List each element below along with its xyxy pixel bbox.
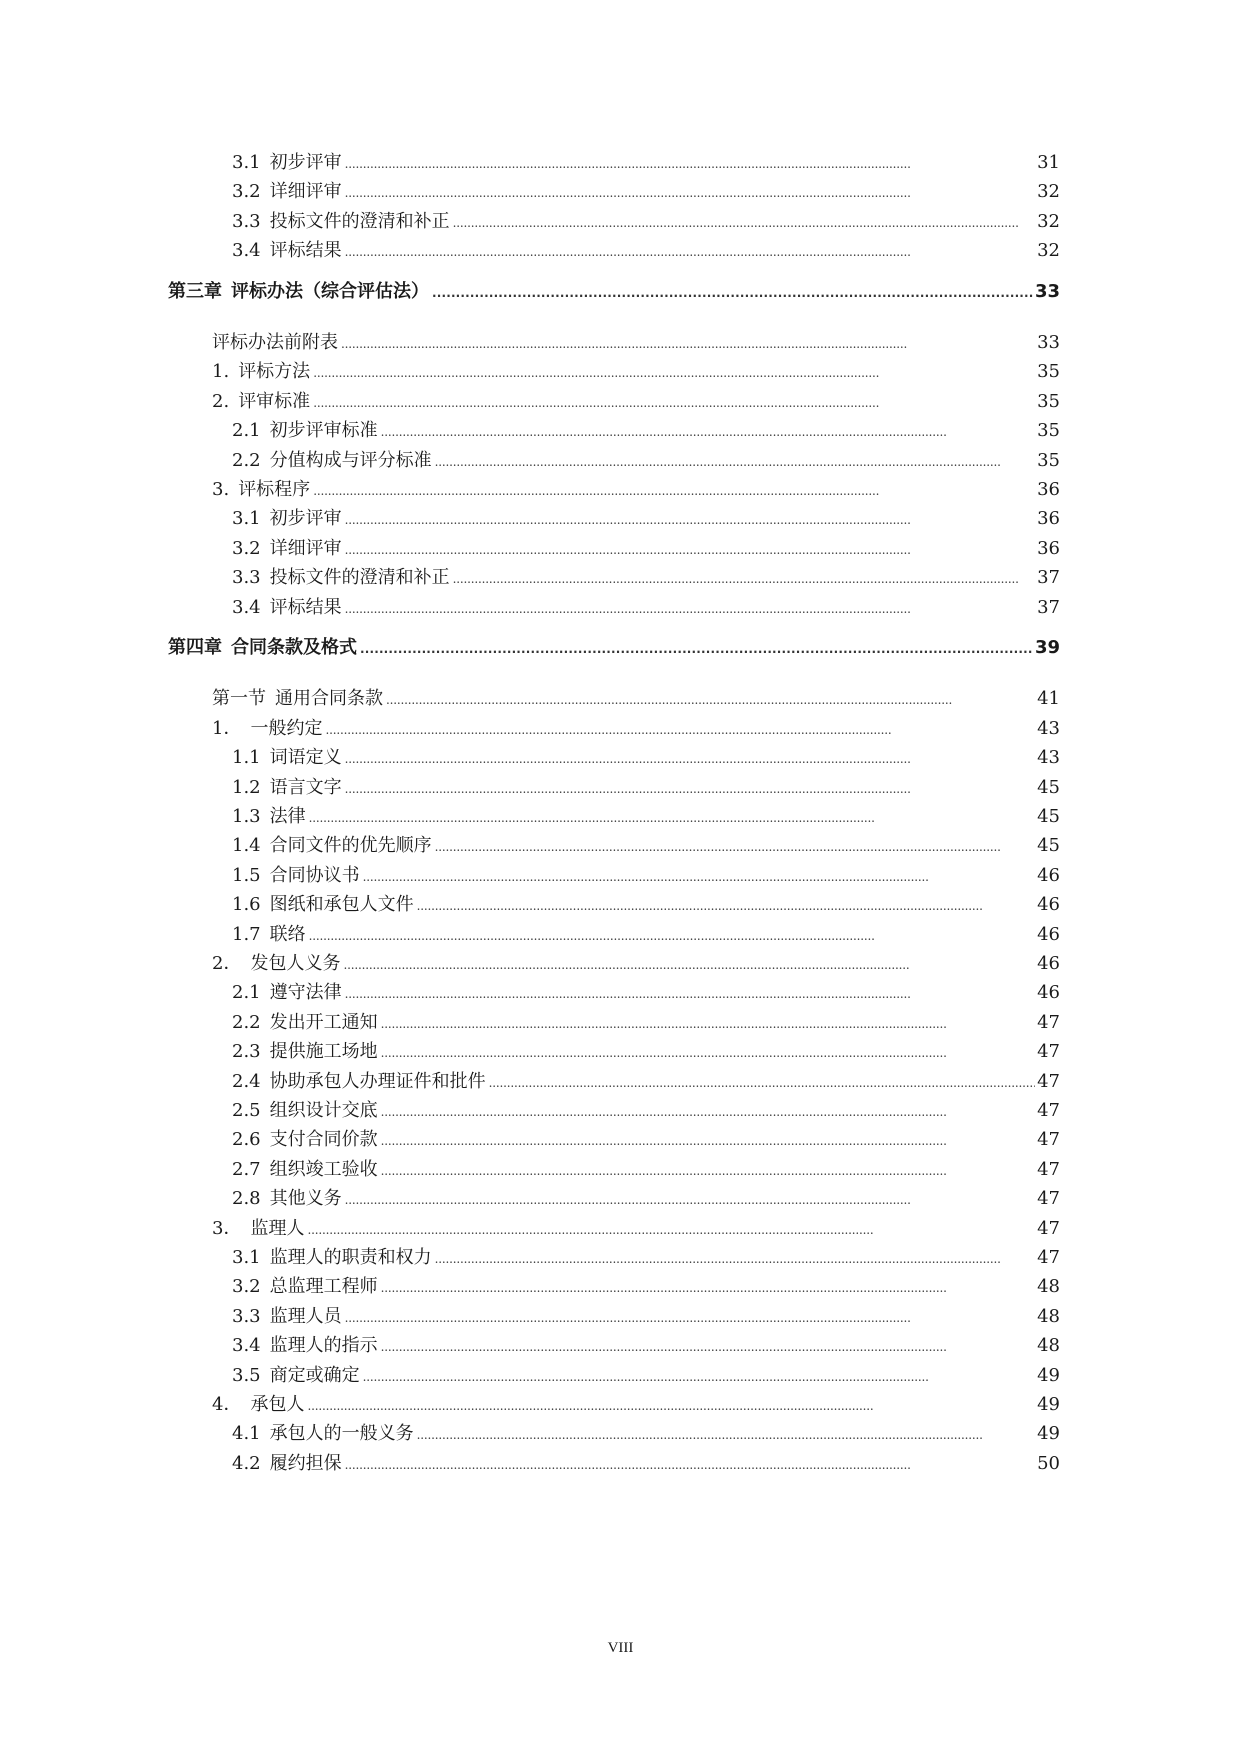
toc-entry[interactable] <box>190 1130 1060 1151</box>
toc-entry-page: 32 <box>1037 240 1060 262</box>
toc-entry-number: 2.5 <box>232 1100 261 1121</box>
toc-entry-page: 43 <box>1037 747 1060 769</box>
dot-leader <box>435 451 1035 472</box>
toc-entry-number: 4． <box>212 1394 242 1415</box>
toc-entry-label <box>190 778 345 798</box>
toc-entry-label <box>190 719 325 739</box>
toc-entry-title: 支付合同价款 <box>269 1129 378 1151</box>
dot-leader <box>307 1219 1035 1240</box>
toc-entry-page: 49 <box>1037 1423 1060 1445</box>
dot-leader <box>345 241 1035 262</box>
toc-entry-title: 评标方法 <box>238 361 311 383</box>
toc-entry-number: 2.1 <box>232 982 261 1004</box>
toc-entry-label <box>190 480 313 500</box>
toc-entry-label <box>190 1072 489 1092</box>
toc-entry-page: 48 <box>1037 1335 1060 1357</box>
toc-entry-label <box>190 895 417 915</box>
toc-entry-label <box>190 983 345 1003</box>
toc-entry-page: 47 <box>1037 1011 1060 1033</box>
toc-entry-number: 3.3 <box>232 567 261 589</box>
toc-entry[interactable] <box>190 1072 1060 1093</box>
toc-entry-page: 47 <box>1037 1041 1060 1063</box>
toc-entry-title: 合同协议书 <box>269 864 360 886</box>
toc-entry-number: 2.1 <box>232 420 261 442</box>
toc-entry-title: 组织竣工验收 <box>269 1158 378 1180</box>
dot-leader <box>341 333 1035 354</box>
toc-entry-number: 第一节 <box>212 688 266 710</box>
toc-entry[interactable] <box>190 866 1060 887</box>
toc-entry-title: 其他义务 <box>269 1188 342 1210</box>
dot-leader <box>435 836 1035 857</box>
toc-entry[interactable] <box>190 1454 1060 1475</box>
toc-entry-number: 1． <box>212 717 242 739</box>
toc-entry[interactable] <box>190 1160 1060 1181</box>
toc-entry-title: 通用合同条款 <box>275 688 383 710</box>
toc-entry-number: 3． <box>212 1217 242 1239</box>
toc-entry-label <box>190 1013 381 1033</box>
toc-entry-title: 监理人员 <box>269 1305 342 1327</box>
toc-entry-label <box>190 153 345 173</box>
toc-entry-label <box>190 598 345 618</box>
dot-leader <box>363 1366 1035 1387</box>
toc-entry-label <box>190 748 345 768</box>
toc-entry-label <box>190 182 345 202</box>
toc-entry-label <box>190 451 435 471</box>
dot-leader <box>453 568 1035 589</box>
toc-entry-label <box>190 1424 417 1444</box>
toc-entry[interactable] <box>190 451 1060 472</box>
toc-entry[interactable] <box>190 1277 1060 1298</box>
toc-entry-number: 4.2 <box>232 1452 261 1474</box>
toc-entry-number: 2.2 <box>232 1011 261 1033</box>
toc-entry[interactable] <box>190 778 1060 799</box>
dot-leader <box>432 282 1033 303</box>
toc-entry-page: 46 <box>1037 953 1060 974</box>
toc-entry-title: 合同文件的优先顺序 <box>269 835 432 857</box>
toc-entry[interactable] <box>190 1307 1060 1328</box>
toc-entry[interactable] <box>190 1101 1060 1122</box>
page-number: VIII <box>607 1640 634 1656</box>
toc-entry[interactable] <box>190 1366 1060 1387</box>
toc-entry-page: 47 <box>1037 1129 1060 1151</box>
toc-entry[interactable] <box>190 895 1060 916</box>
toc-entry-number: 2. <box>212 390 230 412</box>
toc-entry[interactable] <box>190 983 1060 1004</box>
toc-entry-page: 47 <box>1037 1070 1060 1092</box>
toc-entry-page: 32 <box>1037 210 1060 232</box>
dot-leader <box>313 362 1035 383</box>
dot-leader <box>345 509 1035 530</box>
toc-entry-label <box>190 421 381 441</box>
toc-entry-label <box>190 925 309 945</box>
toc-entry-label <box>190 333 341 353</box>
toc-entry-label <box>190 212 453 232</box>
toc-entry-title: 履约担保 <box>269 1452 342 1474</box>
dot-leader <box>381 1013 1035 1034</box>
toc-entry-number: 3.1 <box>232 152 261 173</box>
toc-entry-title: 承包人的一般义务 <box>269 1423 414 1445</box>
toc-entry-title: 提供施工场地 <box>269 1041 378 1063</box>
toc-entry-number: 1.5 <box>232 864 261 886</box>
toc-entry-title: 一般约定 <box>250 717 323 739</box>
toc-entry[interactable] <box>190 212 1060 233</box>
toc-entry[interactable] <box>190 1248 1060 1269</box>
toc-entry-number: 1.3 <box>232 806 261 827</box>
dot-leader <box>309 925 1035 946</box>
toc-entry[interactable] <box>190 925 1060 946</box>
toc-entry-title: 评标结果 <box>269 596 342 618</box>
toc-entry-label <box>190 539 345 559</box>
dot-leader <box>381 1042 1035 1063</box>
toc-entry-page: 50 <box>1037 1452 1060 1474</box>
toc-entry[interactable] <box>190 954 1060 975</box>
toc-entry-title: 评标办法前附表 <box>212 332 338 353</box>
toc-entry-page: 35 <box>1037 449 1060 471</box>
toc-entry-number: 2． <box>212 953 242 974</box>
toc-entry-title: 初步评审 <box>269 508 342 530</box>
toc-entry-label <box>190 689 386 709</box>
dot-leader <box>325 719 1035 740</box>
toc-entry-number: 2.6 <box>232 1129 261 1151</box>
toc-entry-title: 评标结果 <box>269 240 342 262</box>
toc-entry-label <box>190 568 453 588</box>
dot-leader <box>345 1189 1035 1210</box>
toc-entry-page: 45 <box>1037 776 1060 798</box>
toc-entry-label <box>190 1160 381 1180</box>
toc-entry-label <box>190 1219 307 1239</box>
toc-entry-title: 详细评审 <box>269 181 342 203</box>
toc-entry-title: 初步评审标准 <box>269 420 378 442</box>
toc-entry[interactable] <box>190 1336 1060 1357</box>
toc-entry-number: 3.4 <box>232 1335 261 1357</box>
toc-entry-title: 投标文件的澄清和补正 <box>269 210 450 232</box>
toc-entry-number: 3.3 <box>232 210 261 232</box>
toc-entry-page: 49 <box>1037 1364 1060 1386</box>
toc-entry-title: 协助承包人办理证件和批件 <box>269 1070 486 1092</box>
toc-entry-title: 投标文件的澄清和补正 <box>269 567 450 589</box>
toc-entry-page: 32 <box>1037 181 1060 203</box>
toc-entry-number: 2.2 <box>232 449 261 471</box>
toc-entry-label <box>190 836 435 856</box>
toc-entry-title: 词语定义 <box>269 747 342 769</box>
toc-entry[interactable] <box>190 568 1060 589</box>
toc-entry[interactable] <box>190 1395 1060 1416</box>
toc-entry-page: 47 <box>1037 1158 1060 1180</box>
toc-entry[interactable] <box>190 807 1060 828</box>
toc-entry-title: 监理人的指示 <box>269 1335 378 1357</box>
toc-entry[interactable] <box>190 689 1060 710</box>
toc-entry-title: 发包人义务 <box>250 953 341 974</box>
toc-entry-number: 2.4 <box>232 1070 261 1092</box>
toc-entry-title: 初步评审 <box>269 152 342 173</box>
toc-entry-label <box>190 1042 381 1062</box>
toc-entry-label <box>190 1395 307 1415</box>
toc-entry-page: 48 <box>1037 1276 1060 1298</box>
toc-entry-page: 39 <box>1034 637 1060 658</box>
dot-leader <box>417 895 1035 916</box>
toc-entry-number: 3.3 <box>232 1305 261 1327</box>
dot-leader <box>417 1424 1035 1445</box>
toc-entry-label <box>190 362 313 382</box>
toc-entry-label <box>190 1189 345 1209</box>
toc-entry-page: 47 <box>1037 1188 1060 1210</box>
toc-entry-number: 4.1 <box>232 1423 261 1445</box>
toc-entry[interactable] <box>190 1042 1060 1063</box>
toc-entry[interactable] <box>190 836 1060 857</box>
toc-entry-page: 35 <box>1037 361 1060 383</box>
toc-entry-number: 3.4 <box>232 596 261 618</box>
toc-entry-title: 监理人 <box>250 1217 305 1239</box>
toc-entry-page: 37 <box>1037 596 1060 618</box>
toc-entry[interactable] <box>190 509 1060 530</box>
toc-entry[interactable] <box>190 1013 1060 1034</box>
toc-chapter-entry[interactable] <box>168 638 1060 659</box>
toc-entry-label <box>190 954 343 974</box>
toc-entry-number: 3.1 <box>232 1247 261 1268</box>
toc-entry-label <box>190 1336 381 1356</box>
toc-entry-page: 41 <box>1037 688 1060 710</box>
toc-entry-title: 联络 <box>269 923 306 945</box>
toc-entry[interactable] <box>190 539 1060 560</box>
toc-entry-label <box>190 1366 363 1386</box>
toc-entry-number: 1.2 <box>232 776 261 798</box>
toc-entry[interactable] <box>190 1219 1060 1240</box>
dot-leader <box>345 153 1035 174</box>
toc-entry-title: 监理人的职责和权力 <box>269 1247 432 1268</box>
toc-entry-title: 合同条款及格式 <box>231 637 357 658</box>
toc-entry-page: 46 <box>1037 864 1060 886</box>
toc-entry[interactable] <box>190 421 1060 442</box>
toc-entry-number: 3.2 <box>232 181 261 203</box>
toc-entry-label <box>168 282 432 302</box>
toc-entry-title: 承包人 <box>250 1394 305 1415</box>
dot-leader <box>345 598 1035 619</box>
toc-entry[interactable] <box>190 1189 1060 1210</box>
toc-entry-page: 37 <box>1037 567 1060 589</box>
toc-entry-number: 3. <box>212 479 230 500</box>
toc-entry-page: 43 <box>1037 717 1060 739</box>
toc-entry-title: 组织设计交底 <box>269 1100 378 1121</box>
toc-entry-label <box>190 1277 381 1297</box>
dot-leader <box>435 1248 1035 1269</box>
toc-entry-label <box>190 241 345 261</box>
toc-entry-page: 47 <box>1037 1100 1060 1121</box>
toc-entry-page: 31 <box>1037 152 1060 173</box>
dot-leader <box>489 1072 1035 1093</box>
dot-leader <box>307 1395 1035 1416</box>
toc-entry-page: 46 <box>1037 982 1060 1004</box>
toc-entry-title: 图纸和承包人文件 <box>269 894 414 916</box>
toc-chapter-entry[interactable] <box>168 282 1060 303</box>
toc-entry-title: 商定或确定 <box>269 1364 360 1386</box>
toc-entry-page: 35 <box>1037 390 1060 412</box>
toc-entry-label <box>190 807 309 827</box>
toc-entry[interactable] <box>190 153 1060 174</box>
toc-entry[interactable] <box>190 748 1060 769</box>
toc-entry-label <box>190 1101 381 1121</box>
toc-entry-page: 36 <box>1037 537 1060 559</box>
toc-entry-title: 分值构成与评分标准 <box>269 449 432 471</box>
toc-entry-number: 第三章 <box>168 280 222 302</box>
toc-entry-label <box>190 1454 345 1474</box>
toc-entry-title: 评标程序 <box>238 479 311 500</box>
toc-entry-number: 3.4 <box>232 240 261 262</box>
toc-entry-title: 评审标准 <box>238 390 311 412</box>
dot-leader <box>313 480 1035 501</box>
dot-leader <box>381 1160 1035 1181</box>
toc-entry-page: 49 <box>1037 1394 1060 1415</box>
toc-entry-label <box>190 1248 435 1268</box>
toc-entry[interactable] <box>190 392 1060 413</box>
toc-entry-page: 48 <box>1037 1305 1060 1327</box>
toc-entry-title: 法律 <box>269 806 306 827</box>
toc-entry[interactable] <box>190 480 1060 501</box>
dot-leader <box>345 748 1035 769</box>
dot-leader <box>345 1454 1035 1475</box>
toc-entry[interactable] <box>190 1424 1060 1445</box>
toc-entry-number: 3.2 <box>232 1276 261 1298</box>
dot-leader <box>381 421 1035 442</box>
dot-leader <box>309 807 1035 828</box>
toc-entry-page: 35 <box>1037 420 1060 442</box>
dot-leader <box>313 392 1035 413</box>
toc-entry-label <box>190 866 363 886</box>
dot-leader <box>381 1277 1035 1298</box>
toc-entry-number: 1. <box>212 361 230 383</box>
toc-entry-number: 1.7 <box>232 923 261 945</box>
dot-leader <box>345 1307 1035 1328</box>
toc-entry-page: 33 <box>1034 280 1060 302</box>
toc-entry-page: 45 <box>1037 835 1060 857</box>
toc-entry-label <box>190 392 313 412</box>
toc-entry-page: 46 <box>1037 923 1060 945</box>
toc-entry-label <box>190 1307 345 1327</box>
dot-leader <box>381 1336 1035 1357</box>
toc-entry-page: 46 <box>1037 894 1060 916</box>
toc-entry-label <box>168 638 360 658</box>
toc-entry[interactable] <box>190 333 1060 354</box>
toc-entry-title: 详细评审 <box>269 537 342 559</box>
toc-entry-label <box>190 509 345 529</box>
dot-leader <box>360 638 1033 659</box>
toc-entry[interactable] <box>190 719 1060 740</box>
toc-entry-label <box>190 1130 381 1150</box>
toc-entry-title: 语言文字 <box>269 776 342 798</box>
toc-entry-number: 3.5 <box>232 1364 261 1386</box>
toc-entry-page: 36 <box>1037 479 1060 500</box>
toc-entry-page: 36 <box>1037 508 1060 530</box>
dot-leader <box>453 212 1035 233</box>
dot-leader <box>381 1101 1035 1122</box>
toc-entry-title: 遵守法律 <box>269 982 342 1004</box>
toc-entry-number: 第四章 <box>168 637 222 658</box>
toc-entry[interactable] <box>190 182 1060 203</box>
toc-entry-page: 47 <box>1037 1217 1060 1239</box>
dot-leader <box>345 983 1035 1004</box>
toc-entry[interactable] <box>190 598 1060 619</box>
dot-leader <box>343 954 1035 975</box>
toc-entry[interactable] <box>190 362 1060 383</box>
toc-entry-number: 2.8 <box>232 1188 261 1210</box>
dot-leader <box>386 689 1035 710</box>
dot-leader <box>345 778 1035 799</box>
toc-entry-page: 45 <box>1037 806 1060 827</box>
dot-leader <box>381 1130 1035 1151</box>
toc-entry-number: 1.1 <box>232 747 261 769</box>
toc-entry-title: 总监理工程师 <box>269 1276 378 1298</box>
toc-entry[interactable] <box>190 241 1060 262</box>
toc-entry-number: 3.1 <box>232 508 261 530</box>
dot-leader <box>345 539 1035 560</box>
toc-entry-number: 3.2 <box>232 537 261 559</box>
toc-entry-page: 47 <box>1037 1247 1060 1268</box>
toc-entry-title: 评标办法（综合评估法） <box>231 280 429 302</box>
toc-entry-number: 1.6 <box>232 894 261 916</box>
toc-entry-number: 1.4 <box>232 835 261 857</box>
dot-leader <box>345 182 1035 203</box>
toc-entry-number: 2.7 <box>232 1158 261 1180</box>
toc-entry-number: 2.3 <box>232 1041 261 1063</box>
toc-entry-page: 33 <box>1037 332 1060 353</box>
toc-entry-title: 发出开工通知 <box>269 1011 378 1033</box>
dot-leader <box>363 866 1035 887</box>
